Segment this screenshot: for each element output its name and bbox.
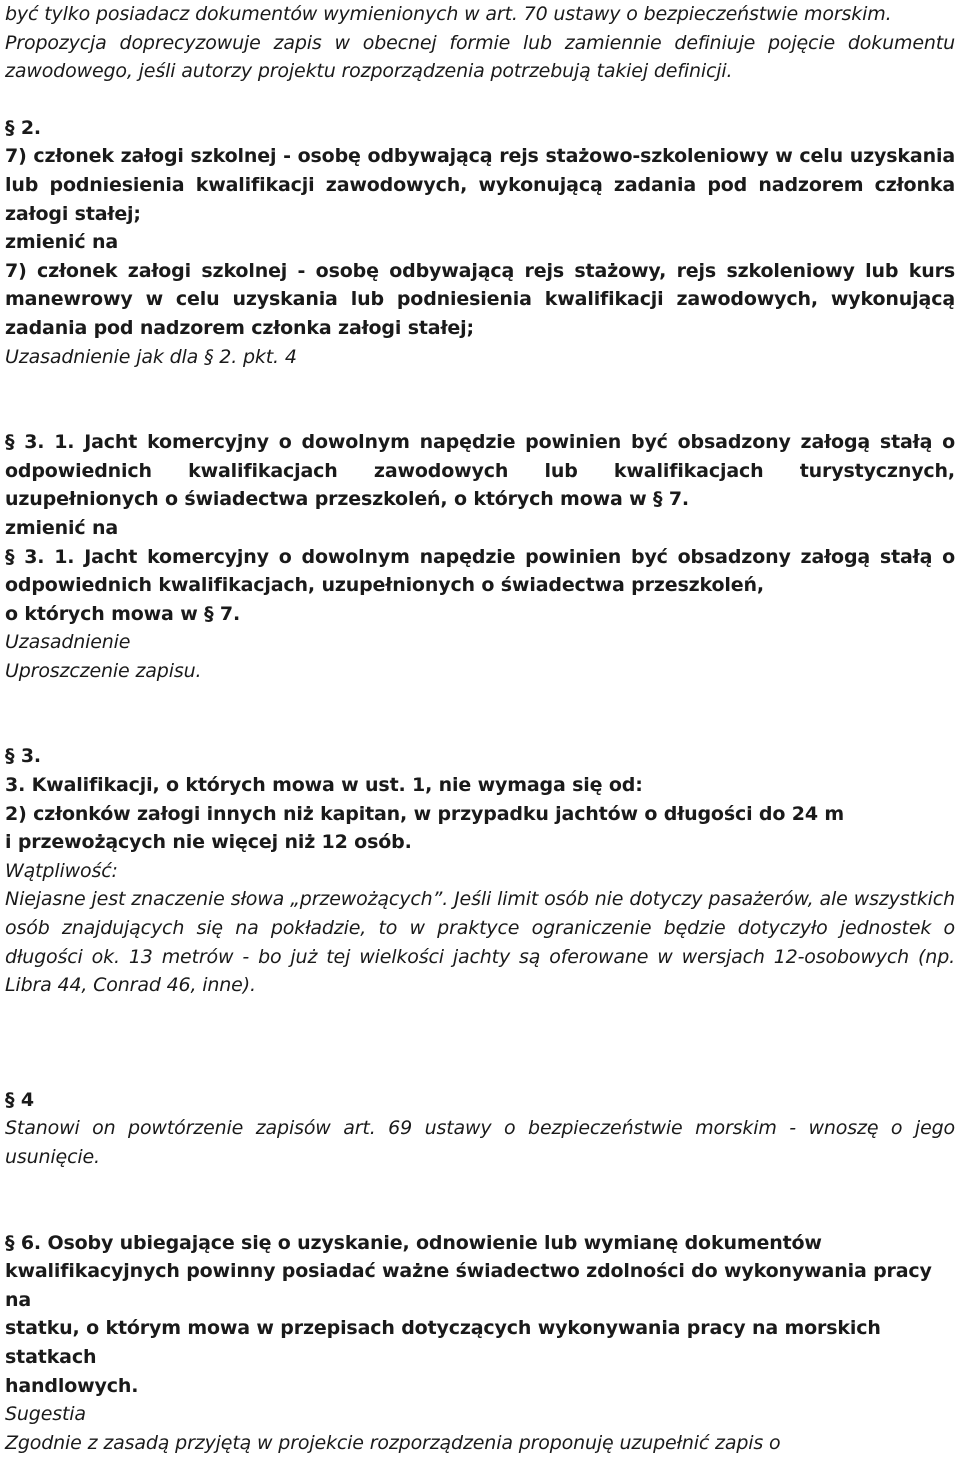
section-heading-3: § 3. [5, 745, 41, 768]
sec3-3-line1: 3. Kwalifikacji, o których mowa w ust. 1, nie wymaga się od: [5, 774, 643, 797]
sec2-original-text: 7) członek załogi szkolnej - osobę odbywającą rejs stażowo-szkoleniowy w celu uzyskania lub podniesienia kwalifikacji zawodowych, wykonującą zadania pod nadzorem członka załogi stałej; [5, 145, 955, 225]
document-page [5, 0, 955, 1457]
sec6-line2: kwalifikacyjnych powinny posiadać ważne świadectwo zdolności do wykonywania pracy na [5, 1260, 932, 1311]
sec3-1-justification-label: Uzasadnienie [5, 631, 131, 654]
sec6-line4: handlowych. [5, 1374, 139, 1397]
intro-paragraph-2: Propozycja doprecyzowuje zapis w obecnej formie lub zamiennie definiuje pojęcie dokumentu zawodowego, jeśli autorzy projektu rozporządzenia potrzebują takiej definicji. [5, 31, 955, 83]
section-sign: § [5, 1231, 15, 1254]
section-sign: § [5, 1088, 15, 1111]
sec3-1-proposed-text: § 3. 1. Jacht komercyjny o dowolnym napędzie powinien być obsadzony załogą stałą o odpowiednich kwalifikacjach, uzupełnionych o świadectwa przeszkoleń, [5, 545, 956, 597]
sec2-justification: Uzasadnienie jak dla § 2. pkt. 4 [5, 345, 297, 368]
section-heading-4: § 4 [5, 1088, 34, 1111]
sec3-3-line2b: i przewożących nie więcej niż 12 osób. [5, 831, 412, 854]
section-heading-2: § 2. [5, 116, 41, 139]
sec6-line3: statku, o którym mowa w przepisach dotyczących wykonywania pracy na morskich statkach [5, 1317, 881, 1368]
section-sign: § [5, 745, 15, 768]
sec4-text: Stanowi on powtórzenie zapisów art. 69 ustawy o bezpieczeństwie morskim - wnoszę o jego usunięcie. [5, 1117, 955, 1168]
sec3-3-line2a: 2) członków załogi innych niż kapitan, w przypadku jachtów o długości do 24 m [5, 802, 845, 825]
sec2-proposed-text: 7) członek załogi szkolnej - osobę odbywającą rejs stażowy, rejs szkoleniowy lub kurs manewrowy w celu uzyskania lub podniesienia kwalifikacji zawodowych, wykonującą zadania pod nadzorem członka załogi stałej; [5, 259, 955, 339]
section-sign: § [5, 431, 15, 454]
sec6-suggestion-label: Sugestia [5, 1403, 86, 1426]
sec3-1-proposed-line2: o których mowa w § 7. [5, 602, 241, 625]
sec6-suggestion-text: Zgodnie z zasadą przyjętą w projekcie rozporządzenia proponuję uzupełnić zapis o [5, 1431, 781, 1454]
section-sign: § [204, 602, 214, 625]
sec6-line1: § 6. Osoby ubiegające się o uzyskanie, odnowienie lub wymianę dokumentów [5, 1231, 822, 1254]
sec3-1-change-label: zmienić na [5, 516, 119, 539]
sec3-1-original-text: § 3. 1. Jacht komercyjny o dowolnym napędzie powinien być obsadzony załogą stałą o odpowiednich kwalifikacjach zawodowych lub kwalifikacjach turystycznych, uzupełnionych o świadectwa przeszkoleń, o których mowa w § 7. [5, 431, 956, 511]
section-sign: § [204, 345, 214, 368]
sec2-change-label: zmienić na [5, 231, 119, 254]
section-sign: § [5, 545, 15, 568]
intro-paragraph-1: być tylko posiadacz dokumentów wymienionych w art. 70 ustawy o bezpieczeństwie morskim. [5, 3, 892, 25]
section-sign: § [5, 116, 15, 139]
sec3-3-doubt-text: Niejasne jest znaczenie słowa „przewożących”. Jeśli limit osób nie dotyczy pasażerów, ale wszystkich osób znajdujących się na pokładzie, to w praktyce ograniczenie będzie dotyczyło jednostek o długości ok. 13 metrów - bo już tej wielkości jachty są oferowane w wersjach 12-osobowych (np. Libra 44, Conrad 46, inne). [5, 888, 955, 997]
section-sign: § [653, 488, 663, 511]
sec3-3-doubt-label: Wątpliwość: [5, 859, 118, 882]
sec3-1-justification-text: Uproszczenie zapisu. [5, 659, 202, 682]
